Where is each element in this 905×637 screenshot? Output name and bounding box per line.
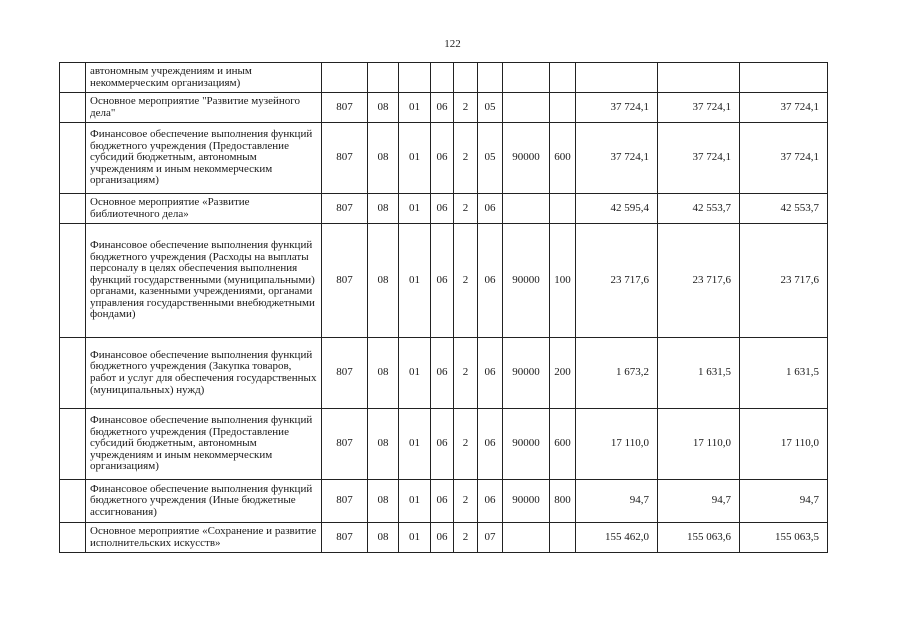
row-name-cell: Финансовое обеспечение выполнения функций бюджетного учреждения (Предоставление субсидий бюджетным, автономным учреждениям и иным некоммерческим организациям) [86,409,322,480]
row-empty-cell [60,338,86,409]
code-cell-c1: 807 [322,409,368,480]
code-cell-c3: 01 [399,409,431,480]
code-cell-c6: 05 [478,123,503,194]
code-cell-c7: 90000 [503,338,550,409]
amount-cell-v2: 1 631,5 [658,338,740,409]
table-row [60,480,828,523]
code-cell-c3: 01 [399,224,431,338]
table-row [60,93,828,123]
amount-cell-v3: 37 724,1 [740,93,828,123]
code-cell-c1: 807 [322,93,368,123]
code-cell-c1: 807 [322,123,368,194]
code-cell-c6: 06 [478,480,503,523]
code-cell-c7: 90000 [503,409,550,480]
amount-cell-v1: 23 717,6 [576,224,658,338]
row-name-cell: Финансовое обеспечение выполнения функций бюджетного учреждения (Предоставление субсидий бюджетным, автономным учреждениям и иным некоммерческим организациям) [86,123,322,194]
code-cell-c2: 08 [368,194,399,224]
amount-cell-v1: 94,7 [576,480,658,523]
amount-cell-v2: 17 110,0 [658,409,740,480]
code-cell-c1: 807 [322,338,368,409]
row-name-cell: Основное мероприятие «Развитие библиотечного дела» [86,194,322,224]
table-row [60,338,828,409]
amount-cell-v1: 1 673,2 [576,338,658,409]
amount-cell-v3: 37 724,1 [740,123,828,194]
code-cell-c5: 2 [454,194,478,224]
code-cell-c3: 01 [399,523,431,553]
amount-cell-v3: 1 631,5 [740,338,828,409]
code-cell-c8: 600 [550,123,576,194]
code-cell-c1: 807 [322,480,368,523]
code-cell-c1: 807 [322,224,368,338]
code-cell-c3: 01 [399,480,431,523]
table-row [60,194,828,224]
amount-cell-v1: 155 462,0 [576,523,658,553]
row-name-cell: Основное мероприятие "Развитие музейного дела" [86,93,322,123]
code-cell-c4: 06 [431,93,454,123]
code-cell-c2: 08 [368,409,399,480]
code-cell-c2: 08 [368,480,399,523]
code-cell-c8: 200 [550,338,576,409]
code-cell-c7 [503,63,550,93]
code-cell-c6: 07 [478,523,503,553]
code-cell-c5: 2 [454,93,478,123]
amount-cell-v3: 17 110,0 [740,409,828,480]
amount-cell-v2: 155 063,6 [658,523,740,553]
code-cell-c3: 01 [399,123,431,194]
code-cell-c5: 2 [454,224,478,338]
row-name-cell: Финансовое обеспечение выполнения функций бюджетного учреждения (Закупка товаров, работ и услуг для обеспечения государственных (муниципальных) нужд) [86,338,322,409]
code-cell-c2 [368,63,399,93]
amount-cell-v1 [576,63,658,93]
amount-cell-v2: 23 717,6 [658,224,740,338]
code-cell-c2: 08 [368,224,399,338]
table-row [60,123,828,194]
code-cell-c7 [503,194,550,224]
amount-cell-v1: 37 724,1 [576,93,658,123]
code-cell-c2: 08 [368,523,399,553]
code-cell-c4 [431,63,454,93]
amount-cell-v1: 17 110,0 [576,409,658,480]
table-row [60,63,828,93]
code-cell-c8: 100 [550,224,576,338]
code-cell-c3: 01 [399,338,431,409]
amount-cell-v3: 23 717,6 [740,224,828,338]
amount-cell-v2: 37 724,1 [658,123,740,194]
row-empty-cell [60,194,86,224]
code-cell-c5: 2 [454,480,478,523]
code-cell-c8: 600 [550,409,576,480]
row-name-cell: автономным учреждениям и иным некоммерческим организациям) [86,63,322,93]
code-cell-c7 [503,93,550,123]
code-cell-c8 [550,93,576,123]
amount-cell-v2: 94,7 [658,480,740,523]
amount-cell-v3: 94,7 [740,480,828,523]
code-cell-c4: 06 [431,480,454,523]
code-cell-c5: 2 [454,409,478,480]
row-empty-cell [60,523,86,553]
code-cell-c6: 06 [478,338,503,409]
code-cell-c8 [550,194,576,224]
code-cell-c5: 2 [454,123,478,194]
row-empty-cell [60,93,86,123]
table-row [60,523,828,553]
code-cell-c7: 90000 [503,224,550,338]
code-cell-c6: 06 [478,194,503,224]
amount-cell-v3: 42 553,7 [740,194,828,224]
row-name-cell: Финансовое обеспечение выполнения функций бюджетного учреждения (Расходы на выплаты персоналу в целях обеспечения выполнения функций государственными (муниципальными) органами, казенными учреждениями, органами управления государственными внебюджетными фондами) [86,224,322,338]
code-cell-c2: 08 [368,93,399,123]
code-cell-c3 [399,63,431,93]
row-name-cell: Основное мероприятие «Сохранение и развитие исполнительских искусств» [86,523,322,553]
code-cell-c5: 2 [454,338,478,409]
code-cell-c8 [550,63,576,93]
table-row [60,224,828,338]
code-cell-c1: 807 [322,194,368,224]
code-cell-c5: 2 [454,523,478,553]
row-empty-cell [60,224,86,338]
code-cell-c3: 01 [399,194,431,224]
code-cell-c4: 06 [431,194,454,224]
code-cell-c2: 08 [368,123,399,194]
row-empty-cell [60,63,86,93]
code-cell-c6: 06 [478,409,503,480]
row-name-cell: Финансовое обеспечение выполнения функций бюджетного учреждения (Иные бюджетные ассигнования) [86,480,322,523]
code-cell-c6: 06 [478,224,503,338]
code-cell-c5 [454,63,478,93]
code-cell-c7: 90000 [503,123,550,194]
code-cell-c4: 06 [431,409,454,480]
code-cell-c7: 90000 [503,480,550,523]
code-cell-c4: 06 [431,123,454,194]
code-cell-c3: 01 [399,93,431,123]
table-body [60,63,828,553]
page-number: 122 [444,38,461,50]
row-empty-cell [60,480,86,523]
row-empty-cell [60,409,86,480]
code-cell-c4: 06 [431,523,454,553]
code-cell-c4: 06 [431,338,454,409]
code-cell-c8 [550,523,576,553]
amount-cell-v1: 42 595,4 [576,194,658,224]
amount-cell-v2 [658,63,740,93]
code-cell-c4: 06 [431,224,454,338]
code-cell-c2: 08 [368,338,399,409]
code-cell-c1: 807 [322,523,368,553]
amount-cell-v3: 155 063,5 [740,523,828,553]
amount-cell-v3 [740,63,828,93]
amount-cell-v2: 42 553,7 [658,194,740,224]
table-row [60,409,828,480]
code-cell-c8: 800 [550,480,576,523]
code-cell-c6: 05 [478,93,503,123]
code-cell-c6 [478,63,503,93]
code-cell-c7 [503,523,550,553]
amount-cell-v1: 37 724,1 [576,123,658,194]
row-empty-cell [60,123,86,194]
amount-cell-v2: 37 724,1 [658,93,740,123]
code-cell-c1 [322,63,368,93]
budget-table [59,62,828,553]
